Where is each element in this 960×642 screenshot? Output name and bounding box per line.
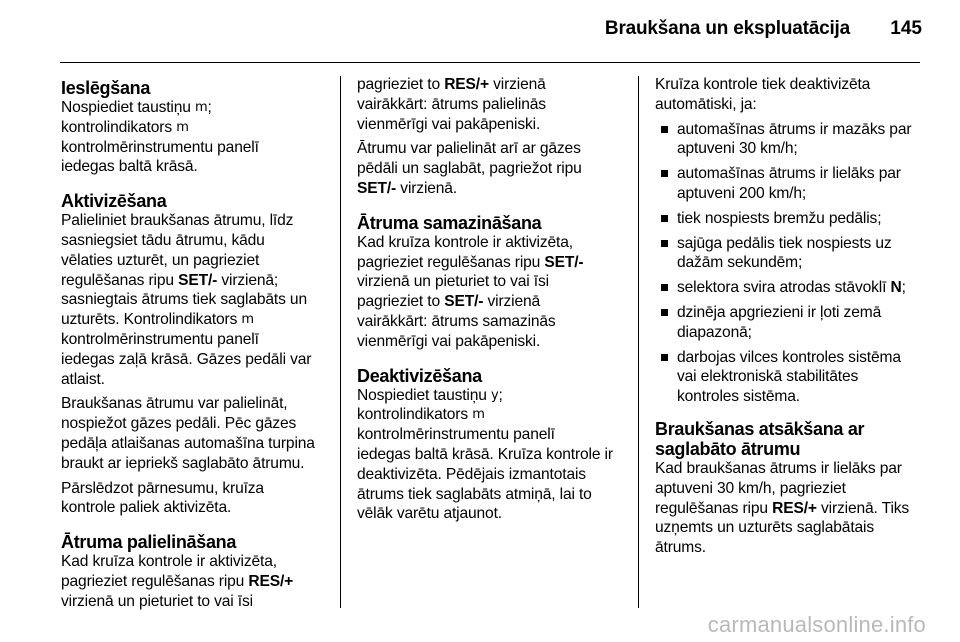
cruise-control-icon: m: [194, 100, 208, 115]
section-speed-increase: [61, 532, 329, 611]
running-header-title: Braukšana un ekspluatācija: [604, 18, 850, 39]
list-item: automašīnas ātrums ir lielāks par aptuveni 200 km/h;: [655, 164, 923, 204]
section-speed-decrease: [357, 213, 625, 352]
list-item: automašīnas ātrums ir mazāks par aptuveni 30 km/h;: [655, 120, 923, 160]
section-activation: [61, 191, 329, 518]
column-3: [655, 75, 923, 563]
list-item: selektora svira atrodas stāvoklī N;: [655, 278, 923, 298]
column-divider-1: [340, 76, 341, 608]
paragraph: Nospiediet taustiņu y; kontrolindikators m kontrolmērinstrumentu panelī iedegas baltā krāsā. Kruīza kontrole ir deaktivizēta. Pēdējais izmantotais ātrums tiek saglabāts atmiņā, lai to vēlāk varētu atjaunot.: [357, 386, 613, 523]
paragraph: Ātrumu var palielināt arī ar gāzes pēdāli un saglabāt, pagriežot ripu SET/- virzienā.: [357, 140, 582, 197]
section-heading: Braukšanas atsākšana ar saglabāto ātrumu: [655, 418, 865, 459]
paragraph: pagrieziet to RES/+ virzienā vairākkārt: ātrums palielinās vienmērīgi vai pakāpeniski.: [357, 76, 546, 133]
paragraph: Kruīza kontrole tiek deaktivizēta automātiski, ja:: [655, 76, 871, 113]
list-item: dzinēja apgriezieni ir ļoti zemā diapazonā;: [655, 303, 923, 343]
section-heading: Ieslēgšana: [61, 78, 151, 98]
column-divider-2: [638, 76, 639, 608]
bullet-icon: [661, 126, 668, 133]
section-resume-saved-speed: [655, 419, 923, 558]
cruise-cancel-icon: y: [490, 387, 499, 403]
cruise-control-icon: m: [472, 407, 485, 423]
list-item: darbojas vilces kontroles sistēma vai elektroniskā stabilitātes kontroles sistēma.: [655, 348, 923, 407]
bullet-icon: [661, 215, 668, 222]
paragraph: Kad braukšanas ātrums ir lielāks par aptuveni 30 km/h, pagrieziet regulēšanas ripu RES/+ virzienā. Tiks uzņemts un uzturēts saglabātais ātrums.: [655, 459, 910, 557]
list-item: tiek nospiests bremžu pedālis;: [655, 209, 923, 229]
paragraph: Braukšanas ātrumu var palielināt, nospiežot gāzes pedāli. Pēc gāzes pedāļa atlaišanas automašīna turpina braukt ar iepriekš saglabāto ātrumu.: [61, 395, 315, 472]
column-2: [357, 75, 625, 529]
bullet-icon: [661, 309, 668, 316]
column-1: [61, 75, 329, 617]
paragraph: Pārslēdzot pārnesumu, kruīza kontrole paliek aktivizēta.: [61, 479, 264, 517]
cruise-control-icon: m: [176, 119, 189, 135]
bullet-icon: [661, 284, 668, 291]
header-divider: [60, 62, 920, 63]
bullet-icon: [661, 354, 668, 361]
cruise-control-icon: m: [241, 312, 254, 328]
section-deactivation: [357, 366, 625, 525]
section-heading: Ātruma samazināšana: [357, 212, 542, 233]
paragraph: Kad kruīza kontrole ir aktivizēta, pagrieziet regulēšanas ripu SET/- virzienā un pieturiet to vai īsi pagrieziet to SET/- virzienā vairākkārt: ātrums samazinās vienmērīgi vai pakāpeniski.: [357, 233, 584, 350]
watermark: carmanualsonline.info: [707, 612, 926, 637]
bullet-icon: [661, 240, 668, 247]
bullet-icon: [661, 170, 668, 177]
section-heading: Ātruma palielināšana: [61, 532, 237, 553]
page-number: 145: [890, 18, 922, 39]
section-heading: Aktivizēšana: [61, 191, 167, 212]
paragraph: Kad kruīza kontrole ir aktivizēta, pagrieziet regulēšanas ripu RES/+ virzienā un pieturiet to vai īsi: [61, 553, 294, 610]
deactivation-conditions-list: [655, 120, 923, 407]
paragraph: Palieliniet braukšanas ātrumu, līdz sasniegsiet tādu ātrumu, kādu vēlaties uzturēt, un pagrieziet regulēšanas ripu SET/- virzienā; sasniegtais ātrums tiek saglabāts un uzturēts. Kontrolindikators m kontrolmērinstrumentu panelī iedegas zaļā krāsā. Gāzes pedāli var atlaist.: [61, 212, 312, 388]
section-switching-on: [61, 78, 329, 177]
list-item: sajūga pedālis tiek nospiests uz dažām sekundēm;: [655, 234, 923, 274]
section-heading: Deaktivizēšana: [357, 365, 482, 386]
paragraph: Nospiediet taustiņu m; kontrolindikators m kontrolmērinstrumentu panelī iedegas baltā krāsā.: [61, 99, 259, 176]
